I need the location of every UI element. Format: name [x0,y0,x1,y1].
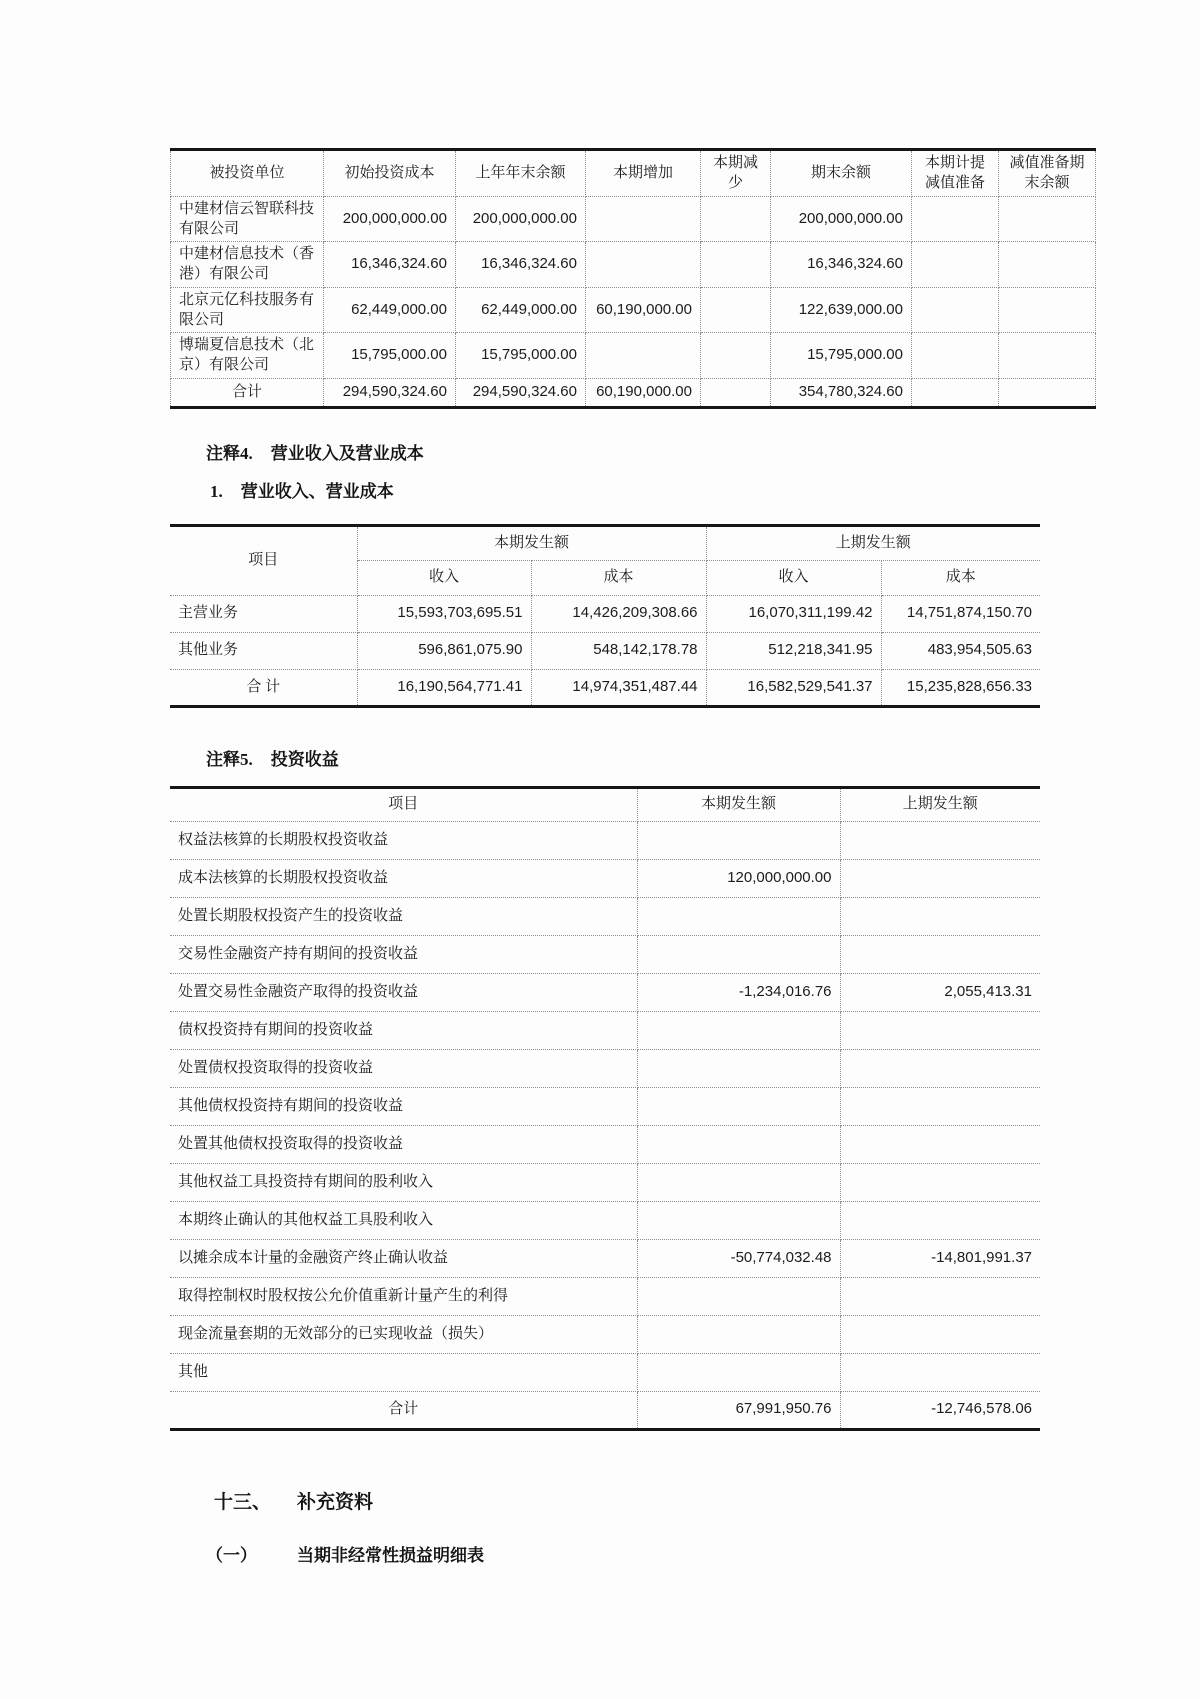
subsection-heading-revenue [210,477,1200,502]
row-label: 中建材信息技术（香港）有限公司 [171,242,324,288]
table-cell [701,333,771,379]
table-cell: 16,346,324.60 [771,242,912,288]
column-group-prior-period: 上期发生额 [706,525,1040,560]
row-label-total: 合计 [171,378,324,407]
table-row [170,1239,1040,1277]
investment-table-header-row [171,150,1096,197]
table-cell: 294,590,324.60 [324,378,456,407]
table-cell [840,1353,1040,1391]
table-cell [912,378,999,407]
table-cell: 14,751,874,150.70 [881,595,1040,632]
table-cell: 16,190,564,771.41 [357,669,531,706]
column-header-initial-cost: 初始投资成本 [324,150,456,197]
table-cell: 14,974,351,487.44 [531,669,706,706]
table-cell: 354,780,324.60 [771,378,912,407]
column-header-cost-current: 成本 [531,560,706,595]
row-label: 处置长期股权投资产生的投资收益 [170,897,637,935]
section-heading-note4 [206,439,1200,464]
row-label: 处置债权投资取得的投资收益 [170,1049,637,1087]
table-cell: 16,582,529,541.37 [706,669,881,706]
table-cell: -1,234,016.76 [637,973,840,1011]
column-header-decrease: 本期减少 [701,150,771,197]
table-cell: 2,055,413.31 [840,973,1040,1011]
column-header-prior-year-balance: 上年年末余额 [456,150,586,197]
table-cell [840,1049,1040,1087]
heading-number: （一） [206,1545,257,1565]
column-header-cost-prior: 成本 [881,560,1040,595]
investment-income-table [170,786,1040,1431]
column-header-impairment-ending: 减值准备期末余额 [999,150,1096,197]
revenue-table-header-row [170,525,1040,560]
column-header-current-period: 本期发生额 [637,787,840,821]
table-cell [637,1201,840,1239]
table-row [170,897,1040,935]
column-header-increase: 本期增加 [586,150,701,197]
table-cell [912,333,999,379]
heading-text: 营业收入及营业成本 [270,443,424,463]
table-row [170,1277,1040,1315]
row-label: 成本法核算的长期股权投资收益 [170,859,637,897]
subsection-heading-nonrecurring [206,1541,1200,1566]
table-cell: 548,142,178.78 [531,632,706,669]
column-header-impairment-provision: 本期计提减值准备 [912,150,999,197]
table-cell: 16,070,311,199.42 [706,595,881,632]
table-cell: 483,954,505.63 [881,632,1040,669]
row-label: 中建材信云智联科技有限公司 [171,196,324,242]
table-cell [701,242,771,288]
table-row [170,1011,1040,1049]
table-cell [840,1011,1040,1049]
column-header-income-current: 收入 [357,560,531,595]
investment-table [170,148,1096,409]
table-cell: 15,593,703,695.51 [357,595,531,632]
table-row [170,1125,1040,1163]
table-row [170,1049,1040,1087]
table-cell [637,897,840,935]
row-label: 现金流量套期的无效部分的已实现收益（损失） [170,1315,637,1353]
section-heading-note5 [206,745,1200,770]
section-heading-13 [214,1487,1200,1514]
table-cell: 60,190,000.00 [586,378,701,407]
table-cell: 15,795,000.00 [324,333,456,379]
table-cell [840,897,1040,935]
table-row [170,1353,1040,1391]
table-cell: 14,426,209,308.66 [531,595,706,632]
table-row [170,1315,1040,1353]
row-label-total: 合计 [170,1391,637,1429]
row-label: 其他权益工具投资持有期间的股利收入 [170,1163,637,1201]
row-label: 其他 [170,1353,637,1391]
table-row [170,973,1040,1011]
table-total-row [171,378,1096,407]
column-group-current-period: 本期发生额 [357,525,706,560]
table-cell [999,196,1096,242]
row-label: 取得控制权时股权按公允价值重新计量产生的利得 [170,1277,637,1315]
table-cell: 294,590,324.60 [456,378,586,407]
table-row [171,242,1096,288]
row-label-total: 合 计 [170,669,357,706]
column-header-prior-period: 上期发生额 [840,787,1040,821]
row-label: 债权投资持有期间的投资收益 [170,1011,637,1049]
table-cell [999,378,1096,407]
table-cell [701,196,771,242]
table-cell: 60,190,000.00 [586,287,701,333]
table-cell [840,1163,1040,1201]
table-cell: 15,795,000.00 [456,333,586,379]
table-cell: 596,861,075.90 [357,632,531,669]
table-total-row [170,1391,1040,1429]
table-row [170,1163,1040,1201]
table-cell: 62,449,000.00 [324,287,456,333]
table-cell [840,821,1040,859]
table-cell [637,1277,840,1315]
table-cell [840,1087,1040,1125]
row-label: 北京元亿科技服务有限公司 [171,287,324,333]
table-cell [637,1011,840,1049]
table-cell [840,1201,1040,1239]
table-row [170,935,1040,973]
table-cell [912,242,999,288]
table-cell [701,287,771,333]
table-row [170,595,1040,632]
table-cell [840,935,1040,973]
table-cell: -50,774,032.48 [637,1239,840,1277]
table-row [170,1087,1040,1125]
table-cell: 200,000,000.00 [324,196,456,242]
table-cell [637,1049,840,1087]
table-cell [637,1125,840,1163]
heading-number: 注释5. [206,749,253,769]
table-cell: 200,000,000.00 [456,196,586,242]
table-cell [586,333,701,379]
row-label: 博瑞夏信息技术（北京）有限公司 [171,333,324,379]
row-label: 主营业务 [170,595,357,632]
row-label: 其他债权投资持有期间的投资收益 [170,1087,637,1125]
table-row [170,821,1040,859]
table-cell [637,1353,840,1391]
heading-number: 注释4. [206,443,253,463]
heading-text: 营业收入、营业成本 [240,481,394,501]
table-cell [912,196,999,242]
table-cell: 512,218,341.95 [706,632,881,669]
investment-income-header-row [170,787,1040,821]
table-cell: 122,639,000.00 [771,287,912,333]
revenue-cost-table [170,524,1040,708]
table-row [171,196,1096,242]
heading-text: 当期非经常性损益明细表 [297,1545,484,1565]
row-label: 交易性金融资产持有期间的投资收益 [170,935,637,973]
heading-number: 十三、 [214,1491,272,1513]
table-cell: 67,991,950.76 [637,1391,840,1429]
table-cell [586,242,701,288]
column-header-item: 项目 [170,525,357,595]
table-cell [637,1087,840,1125]
table-cell [637,935,840,973]
row-label: 处置其他债权投资取得的投资收益 [170,1125,637,1163]
table-cell: 16,346,324.60 [324,242,456,288]
table-cell [840,859,1040,897]
row-label: 本期终止确认的其他权益工具股利收入 [170,1201,637,1239]
table-cell [637,1315,840,1353]
heading-text: 投资收益 [270,749,339,769]
table-cell [637,1163,840,1201]
table-cell [912,287,999,333]
column-header-investee: 被投资单位 [171,150,324,197]
table-row [171,333,1096,379]
table-cell [637,821,840,859]
heading-text: 补充资料 [297,1491,374,1513]
table-cell [999,242,1096,288]
heading-number: 1. [210,481,223,501]
table-cell: 15,795,000.00 [771,333,912,379]
row-label: 权益法核算的长期股权投资收益 [170,821,637,859]
table-cell: 15,235,828,656.33 [881,669,1040,706]
row-label: 处置交易性金融资产取得的投资收益 [170,973,637,1011]
table-row [170,1201,1040,1239]
table-cell [840,1277,1040,1315]
table-cell: 200,000,000.00 [771,196,912,242]
row-label: 以摊余成本计量的金融资产终止确认收益 [170,1239,637,1277]
row-label: 其他业务 [170,632,357,669]
table-cell: 16,346,324.60 [456,242,586,288]
table-row [171,287,1096,333]
table-row [170,632,1040,669]
table-cell [586,196,701,242]
table-cell [840,1125,1040,1163]
table-total-row [170,669,1040,706]
table-cell [999,287,1096,333]
table-cell: 62,449,000.00 [456,287,586,333]
table-cell: -12,746,578.06 [840,1391,1040,1429]
table-cell [999,333,1096,379]
column-header-item: 项目 [170,787,637,821]
column-header-ending-balance: 期末余额 [771,150,912,197]
table-cell [701,378,771,407]
table-row [170,859,1040,897]
column-header-income-prior: 收入 [706,560,881,595]
table-cell: 120,000,000.00 [637,859,840,897]
table-cell: -14,801,991.37 [840,1239,1040,1277]
table-cell [840,1315,1040,1353]
